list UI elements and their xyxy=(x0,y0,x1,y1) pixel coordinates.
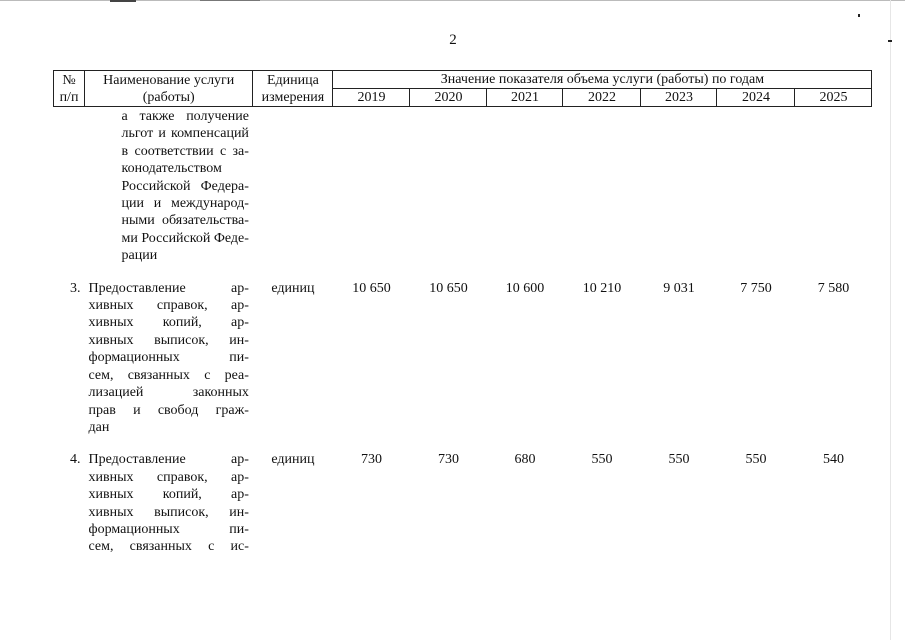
header-year: 2022 xyxy=(563,89,641,107)
scan-top-mark xyxy=(110,0,136,2)
row-number: 3. xyxy=(70,280,81,296)
header-name-line1: Наименование услуги xyxy=(103,72,235,88)
header-year: 2024 xyxy=(717,89,795,107)
name-line: ными обязательства- xyxy=(121,213,249,229)
name-line: сем, связанных с реа- xyxy=(88,367,249,383)
header-unit-line1: Единица xyxy=(267,72,319,88)
name-line: хивных справок, ар- xyxy=(88,469,249,485)
name-line: Предоставление ар- xyxy=(88,452,249,468)
value-cell: 550 xyxy=(745,452,767,468)
value-cell: 7 580 xyxy=(817,280,850,296)
header-num-line1: № xyxy=(62,72,76,88)
name-line: сем, связанных с ис- xyxy=(88,539,249,555)
unit-cell: единиц xyxy=(271,452,315,468)
value-cell: 7 750 xyxy=(740,280,772,296)
name-line: льгот и компенсаций xyxy=(121,126,249,142)
value-cell: 730 xyxy=(437,452,459,468)
name-line: в соответствии с за- xyxy=(121,143,249,159)
scan-top-mark xyxy=(200,0,260,1)
name-line: формационных пи- xyxy=(88,350,249,366)
name-line: Российской Федера- xyxy=(121,178,249,194)
name-line: хивных выписок, ин- xyxy=(88,504,249,520)
value-cell: 10 650 xyxy=(429,280,468,296)
value-cell: 730 xyxy=(360,452,382,468)
name-line: ции и международ- xyxy=(121,196,249,212)
name-line: хивных выписок, ин- xyxy=(88,332,249,348)
header-values-group: Значение показателя объема услуги (работы) по годам xyxy=(333,71,872,89)
unit-cell: единиц xyxy=(271,280,315,296)
value-cell: 680 xyxy=(514,452,536,468)
name-line: формационных пи- xyxy=(88,521,249,537)
header-year: 2025 xyxy=(795,89,872,107)
value-cell: 9 031 xyxy=(663,280,695,296)
table-row xyxy=(54,451,872,555)
page-number: 2 xyxy=(449,32,457,48)
header-unit xyxy=(253,71,333,107)
header-year: 2021 xyxy=(487,89,563,107)
scan-right-edge xyxy=(890,0,891,640)
value-cell: 550 xyxy=(668,452,690,468)
table-row xyxy=(54,280,872,437)
service-name xyxy=(85,451,253,555)
value-cell: 10 650 xyxy=(352,280,391,296)
name-line: рации xyxy=(121,248,158,264)
scan-speck xyxy=(888,40,892,42)
name-line: конодательством xyxy=(121,161,222,177)
header-service-name xyxy=(85,71,253,107)
name-line: хивных копий, ар- xyxy=(88,487,249,503)
service-name xyxy=(85,280,253,437)
value-cell: 10 600 xyxy=(505,280,545,296)
value-cell: 550 xyxy=(591,452,613,468)
row-number xyxy=(54,107,85,265)
name-line: Предоставление ар- xyxy=(88,280,249,296)
header-year: 2023 xyxy=(641,89,717,107)
scan-speck xyxy=(858,14,860,17)
service-name-continuation xyxy=(85,107,253,265)
service-volume-table xyxy=(53,70,872,556)
header-year: 2019 xyxy=(333,89,410,107)
row-number: 4. xyxy=(70,452,81,468)
name-line: дан xyxy=(88,419,110,435)
name-line: ми Российской Феде- xyxy=(121,230,249,246)
name-line: прав и свобод граж- xyxy=(88,402,249,418)
name-line: лизацией законных xyxy=(88,385,249,401)
name-line: хивных копий, ар- xyxy=(88,315,249,331)
header-year: 2020 xyxy=(410,89,487,107)
value-cell: 10 210 xyxy=(582,280,622,296)
value-cell: 540 xyxy=(822,452,844,468)
continuation-row xyxy=(54,107,872,265)
header-name-line2: (работы) xyxy=(142,89,195,105)
name-line: а также получение xyxy=(121,109,249,124)
header-num-line2: п/п xyxy=(59,89,79,105)
header-unit-line2: измерения xyxy=(261,89,325,105)
name-line: хивных справок, ар- xyxy=(88,298,249,314)
header-num xyxy=(54,71,85,107)
header-row-1 xyxy=(54,71,872,89)
